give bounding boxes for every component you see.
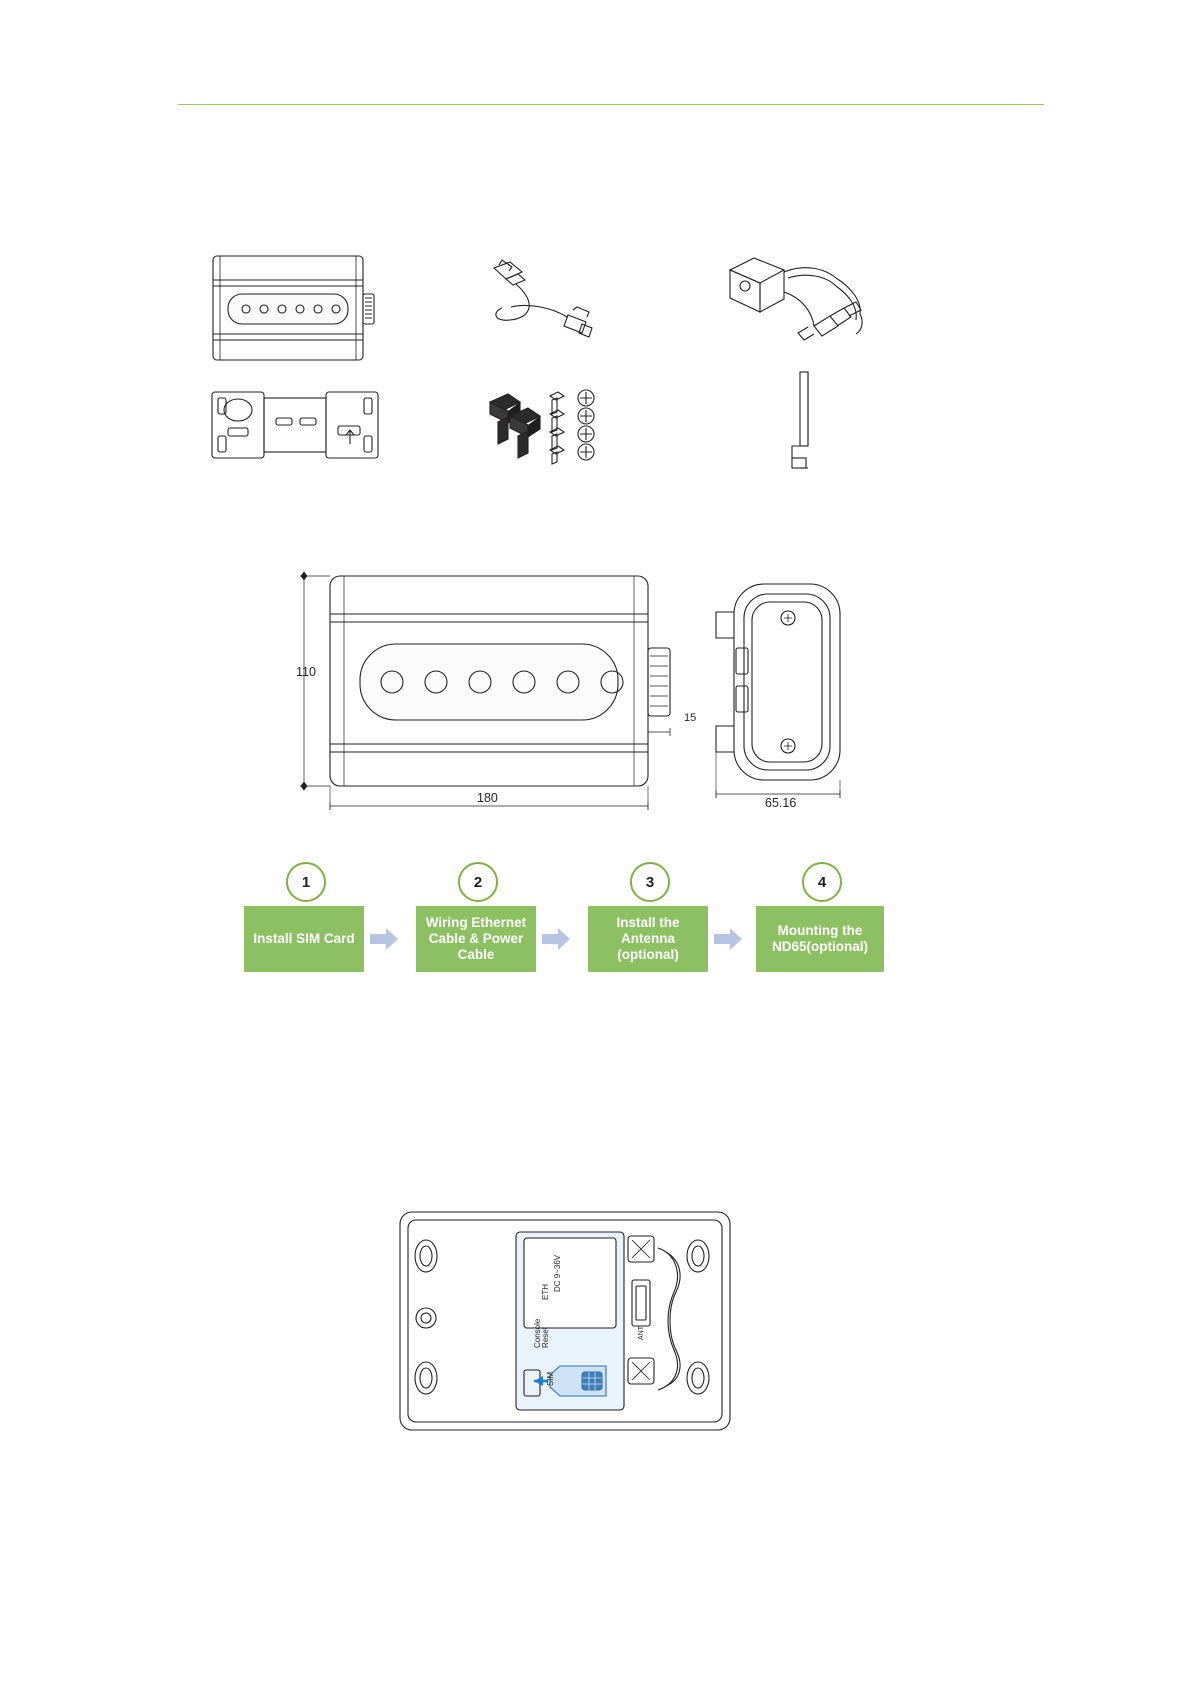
flow-badge-1: 1 [286,862,326,902]
flow-badge-3: 3 [630,862,670,902]
installation-flow [240,862,880,997]
flow-step-wiring-ethernet-power[interactable]: Wiring Ethernet Cable & Power Cable [416,906,536,972]
flow-step-install-sim-card[interactable]: Install SIM Card [244,906,364,972]
port-label-eth: ETH [541,1284,550,1300]
flow-arrow-2 [542,928,570,950]
mounting-bracket-illustration [206,384,386,470]
flow-step-mounting-nd65[interactable]: Mounting the ND65(optional) [756,906,884,972]
antenna-label: ANT [638,1326,645,1340]
dimension-drawing-side [706,570,866,810]
port-label-reset: Reset [541,1327,550,1348]
din-rail-clip-illustration [786,370,836,480]
dimension-side-width-label: 65.16 [765,796,797,810]
flow-arrow-1 [370,928,398,950]
port-label-console: Console [533,1318,542,1348]
dimension-depth-label: 15 [684,712,697,724]
power-adapter-illustration [718,252,898,362]
header-rule [178,104,1044,105]
router-device-illustration [208,250,388,370]
flow-arrow-3 [714,928,742,950]
flow-badge-2: 2 [458,862,498,902]
dimension-height-label: 110 [296,665,316,679]
flow-badge-4: 4 [802,862,842,902]
ethernet-cable-illustration [480,258,620,348]
screws-and-washers-illustration [480,388,630,468]
flow-step-install-antenna[interactable]: Install the Antenna (optional) [588,906,708,972]
dimension-drawing-front [288,556,688,816]
port-label-dc: DC 9~36V [553,1254,562,1292]
sim-installation-diagram [396,1208,736,1438]
port-label-sim: SIM [546,1371,555,1386]
dimension-width-label: 180 [477,791,498,805]
